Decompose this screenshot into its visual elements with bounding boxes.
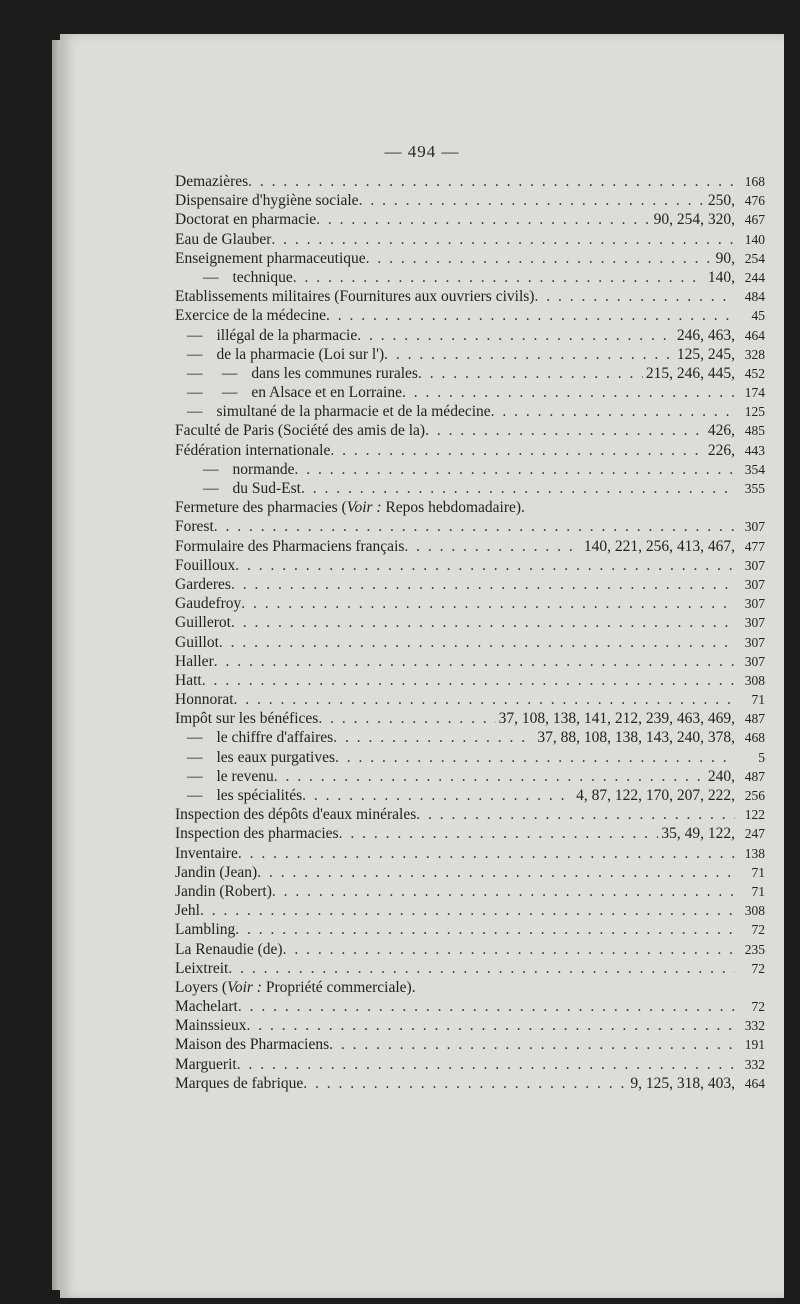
entry-lead	[175, 671, 735, 690]
index-entry	[175, 690, 765, 709]
entry-lead	[175, 940, 735, 959]
dot-leader	[404, 537, 580, 556]
dot-leader	[214, 652, 735, 671]
entry-last-page: 307	[744, 634, 765, 650]
entry-page-refs: 37, 108, 138, 141, 212, 239, 463, 469,	[498, 710, 735, 728]
entry-term: Inspection des pharmacies	[175, 825, 339, 843]
entry-lead	[175, 306, 735, 325]
page-number: — 494 —	[384, 142, 460, 161]
entry-lead	[175, 901, 735, 920]
dot-leader	[534, 287, 735, 306]
entry-lead	[175, 383, 735, 402]
index-entries	[175, 172, 765, 1093]
dot-leader	[366, 249, 713, 268]
entry-term: technique	[232, 268, 293, 286]
entry-last-page: 307	[744, 557, 765, 573]
entry-term: Machelart	[175, 998, 238, 1016]
entry-see-also: Voir :	[346, 499, 382, 517]
entry-lead	[175, 748, 735, 767]
dot-leader	[219, 633, 735, 652]
dot-leader	[272, 882, 735, 901]
entry-term: Exercice de la médecine	[175, 307, 327, 325]
entry-dash: —	[187, 767, 203, 785]
entry-last-page: 140	[744, 231, 765, 247]
entry-last-page: 235	[744, 941, 765, 957]
dot-leader	[384, 345, 674, 364]
entry-lead	[175, 709, 735, 728]
entry-dash: —	[187, 729, 203, 747]
entry-lead	[175, 210, 735, 229]
entry-lead	[175, 633, 735, 652]
entry-term: Demazières	[175, 173, 249, 190]
entry-page-refs: 37, 88, 108, 138, 143, 240, 378,	[537, 729, 735, 747]
entry-last-page: 468	[744, 730, 765, 746]
index-entry	[175, 556, 765, 575]
index-entry	[175, 786, 765, 805]
index-entry	[175, 402, 765, 421]
entry-dash: —	[187, 787, 203, 804]
dot-leader	[418, 364, 643, 383]
entry-term: Mainssieux	[175, 1017, 247, 1035]
entry-page-refs: 250,	[707, 192, 735, 210]
dot-leader	[330, 441, 705, 460]
entry-lead	[175, 402, 735, 421]
entry-lead	[175, 575, 735, 594]
entry-last-page: 125	[744, 404, 765, 420]
entry-term: La Renaudie (de)	[175, 940, 283, 958]
entry-lead	[175, 882, 735, 901]
index-entry	[175, 517, 765, 536]
dot-leader	[402, 383, 735, 402]
entry-last-page: 72	[751, 999, 765, 1015]
dot-leader	[318, 709, 495, 728]
entry-lead	[175, 230, 735, 249]
entry-see-also-target: Repos hebdomadaire).	[381, 499, 525, 517]
entry-last-page: 307	[744, 653, 765, 669]
entry-last-page: 244	[744, 269, 765, 285]
entry-term: les eaux purgatives	[216, 748, 336, 766]
entry-lead	[175, 1016, 735, 1035]
index-entry	[175, 210, 765, 229]
index-entry	[175, 575, 765, 594]
entry-last-page: 72	[751, 922, 765, 938]
entry-lead	[175, 441, 735, 460]
entry-term: Maison des Pharmaciens	[175, 1036, 330, 1054]
dot-leader	[283, 940, 735, 959]
entry-term: Guillerot	[175, 614, 231, 632]
entry-last-page: 464	[744, 1075, 765, 1091]
entry-term: Garderes	[175, 575, 231, 593]
index-entry	[175, 364, 765, 383]
entry-lead	[175, 287, 735, 306]
dot-leader	[246, 1016, 735, 1035]
entry-lead	[175, 268, 735, 287]
index-entry	[175, 1035, 765, 1054]
entry-term: Inspection des dépôts d'eaux minérales	[175, 806, 417, 824]
entry-last-page: 308	[744, 672, 765, 688]
entry-term: Guillot	[175, 633, 219, 651]
entry-page-refs: 35, 49, 122,	[661, 825, 735, 843]
entry-term: Enseignement pharmaceutique	[175, 249, 366, 267]
entry-dash: —	[203, 268, 219, 286]
index-entry	[175, 421, 765, 440]
dot-leader	[339, 824, 659, 843]
entry-last-page: 477	[744, 538, 765, 554]
index-entry	[175, 230, 765, 249]
entry-last-page: 191	[744, 1037, 765, 1053]
entry-last-page: 45	[751, 308, 765, 324]
entry-lead	[175, 537, 735, 556]
entry-last-page: 464	[744, 327, 765, 343]
dot-leader	[235, 556, 735, 575]
entry-see-also: Voir :	[227, 978, 262, 996]
index-entry	[175, 652, 765, 671]
index-entry	[175, 767, 765, 786]
entry-term: Jandin (Robert)	[175, 882, 272, 900]
entry-term: Faculté de Paris (Société des amis de la)	[175, 422, 426, 440]
entry-last-page: 168	[744, 174, 765, 189]
entry-last-page: 452	[744, 365, 765, 381]
entry-last-page: 72	[751, 960, 765, 976]
index-entry	[175, 537, 765, 556]
dot-leader	[357, 326, 674, 345]
index-entry	[175, 383, 765, 402]
index-entry	[175, 671, 765, 690]
entry-term: Fouilloux	[175, 556, 236, 574]
entry-last-page: 254	[744, 250, 765, 266]
entry-last-page: 354	[744, 461, 765, 477]
entry-dash: — —	[187, 384, 238, 402]
dot-leader	[302, 786, 573, 805]
dot-leader	[248, 172, 735, 191]
entry-last-page: 484	[744, 289, 765, 305]
entry-lead	[175, 978, 735, 997]
entry-dash: —	[187, 345, 203, 363]
index-entry	[175, 633, 765, 652]
entry-last-page: 256	[744, 788, 765, 803]
entry-last-page: 138	[744, 845, 765, 861]
entry-term: Honnorat	[175, 691, 234, 709]
entry-lead	[175, 345, 735, 364]
entry-last-page: 307	[744, 519, 765, 535]
index-entry	[175, 863, 765, 882]
entry-last-page: 307	[744, 576, 765, 592]
entry-last-page: 487	[744, 711, 765, 727]
entry-lead	[175, 997, 735, 1016]
dot-leader	[303, 1074, 627, 1093]
entry-term: Haller	[175, 652, 214, 670]
index-entry	[175, 345, 765, 364]
entry-page-refs: 90,	[715, 249, 735, 267]
entry-term: Etablissements militaires (Fournitures aux ouvriers civils)	[175, 288, 535, 306]
entry-dash: —	[203, 460, 219, 478]
entry-term: les spécialités	[216, 787, 303, 804]
index-entry	[175, 191, 765, 210]
dot-leader	[333, 728, 534, 747]
entry-dash: —	[187, 748, 203, 766]
dot-leader	[271, 230, 735, 249]
index-entry	[175, 709, 765, 728]
index-entry	[175, 441, 765, 460]
entry-last-page: 443	[744, 442, 765, 458]
entry-lead	[175, 959, 735, 978]
index-entry	[175, 978, 765, 997]
index-entry	[175, 824, 765, 843]
index-entry	[175, 901, 765, 920]
dot-leader	[294, 460, 735, 479]
entry-term: de la pharmacie (Loi sur l')	[216, 345, 385, 363]
entry-term: Lambling	[175, 921, 236, 939]
dot-leader	[234, 690, 735, 709]
entry-page-refs: 9, 125, 318, 403,	[630, 1074, 735, 1092]
entry-last-page: 476	[744, 193, 765, 209]
entry-dash: —	[203, 480, 219, 497]
entry-last-page: 332	[744, 1018, 765, 1034]
entry-lead	[175, 844, 735, 863]
index-entry	[175, 613, 765, 632]
entry-term: dans les communes rurales	[251, 364, 418, 382]
index-entry	[175, 1074, 765, 1093]
index-entry	[175, 940, 765, 959]
entry-last-page: 122	[744, 807, 765, 823]
entry-page-refs: 90, 254, 320,	[653, 211, 735, 229]
dot-leader	[202, 671, 735, 690]
dot-leader	[329, 1035, 735, 1054]
dot-leader	[231, 613, 735, 632]
index-entry	[175, 959, 765, 978]
entry-lead	[175, 690, 735, 709]
entry-term: Dispensaire d'hygiène sociale	[175, 192, 359, 210]
entry-lead	[175, 824, 735, 843]
entry-page-refs: 140,	[707, 268, 735, 286]
entry-page-refs: 4, 87, 122, 170, 207, 222,	[576, 787, 735, 804]
entry-term: Doctorat en pharmacie	[175, 211, 317, 229]
entry-lead	[175, 172, 735, 191]
entry-last-page: 71	[751, 883, 765, 899]
dot-leader	[237, 1055, 735, 1074]
entry-lead	[175, 786, 735, 805]
index-entry	[175, 997, 765, 1016]
entry-lead	[175, 326, 735, 345]
entry-lead	[175, 594, 735, 613]
dot-leader	[238, 997, 735, 1016]
entry-last-page: 485	[744, 423, 765, 439]
dot-leader	[241, 594, 735, 613]
entry-last-page: 247	[744, 826, 765, 842]
index-entry	[175, 748, 765, 767]
dot-leader	[316, 210, 650, 229]
entry-lead	[175, 479, 735, 498]
index-entry	[175, 594, 765, 613]
entry-last-page: 174	[744, 385, 765, 401]
dot-leader	[274, 767, 705, 786]
index-entry	[175, 172, 765, 191]
entry-lead	[175, 767, 735, 786]
entry-term: Fermeture des pharmacies (	[175, 499, 347, 517]
entry-term: Jandin (Jean)	[175, 863, 258, 881]
entry-term: Inventaire	[175, 844, 238, 862]
dot-leader	[301, 479, 735, 498]
entry-page-refs: 246, 463,	[676, 326, 735, 344]
entry-last-page: 355	[744, 481, 765, 496]
entry-dash: —	[187, 403, 203, 421]
dot-leader	[238, 844, 735, 863]
entry-lead	[175, 517, 735, 536]
entry-lead	[175, 1035, 735, 1054]
index-entry	[175, 326, 765, 345]
index-entry	[175, 920, 765, 939]
index-entry	[175, 844, 765, 863]
entry-page-refs: 140, 221, 256, 413, 467,	[583, 537, 735, 555]
entry-term: normande	[232, 460, 295, 478]
entry-lead	[175, 191, 735, 210]
entry-term: Fédération internationale	[175, 441, 331, 459]
index-entry	[175, 249, 765, 268]
dot-leader	[293, 268, 705, 287]
entry-lead	[175, 805, 735, 824]
entry-last-page: 308	[744, 903, 765, 919]
index-entry	[175, 805, 765, 824]
dot-leader	[425, 421, 705, 440]
entry-last-page: 307	[744, 596, 765, 612]
dot-leader	[416, 805, 735, 824]
entry-term: Loyers (	[175, 978, 228, 996]
index-entry	[175, 287, 765, 306]
entry-last-page: 328	[744, 346, 765, 362]
entry-lead	[175, 556, 735, 575]
index-entry	[175, 1016, 765, 1035]
entry-term: Hatt	[175, 671, 202, 689]
entry-lead	[175, 652, 735, 671]
entry-lead	[175, 1074, 735, 1093]
entry-term: en Alsace et en Lorraine	[251, 384, 402, 402]
entry-term: Marques de fabrique	[175, 1074, 304, 1092]
entry-see-also-target: Propriété commerciale).	[261, 978, 416, 996]
entry-page-refs: 226,	[707, 441, 735, 459]
entry-term: le chiffre d'affaires	[216, 729, 334, 747]
entry-term: Forest	[175, 518, 214, 536]
entry-term: Impôt sur les bénéfices	[175, 710, 319, 728]
index-entry	[175, 728, 765, 747]
entry-lead	[175, 1055, 735, 1074]
index-entry	[175, 479, 765, 498]
dot-leader	[228, 959, 735, 978]
entry-lead	[175, 613, 735, 632]
entry-term: illégal de la pharmacie	[216, 326, 358, 344]
dot-leader	[235, 920, 735, 939]
dot-leader	[231, 575, 735, 594]
dot-leader	[214, 517, 735, 536]
entry-lead	[175, 421, 735, 440]
dot-leader	[326, 306, 735, 325]
entry-last-page: 307	[744, 615, 765, 631]
entry-last-page: 5	[758, 749, 765, 765]
index-entry	[175, 460, 765, 479]
entry-lead	[175, 249, 735, 268]
entry-dash: — —	[187, 364, 238, 382]
entry-page-refs: 215, 246, 445,	[645, 364, 735, 382]
index-entry	[175, 306, 765, 325]
entry-lead	[175, 460, 735, 479]
entry-page-refs: 125, 245,	[676, 345, 735, 363]
entry-lead	[175, 364, 735, 383]
entry-term: du Sud-Est	[232, 480, 301, 497]
entry-term: Leixtreit	[175, 959, 229, 977]
entry-term: Gaudefroy	[175, 595, 242, 613]
entry-last-page: 487	[744, 768, 765, 784]
index-entry	[175, 882, 765, 901]
entry-term: Marguerit	[175, 1055, 237, 1073]
entry-term: Eau de Glauber	[175, 230, 272, 248]
entry-last-page: 71	[751, 692, 765, 708]
dot-leader	[200, 901, 735, 920]
entry-term: simultané de la pharmacie et de la médecine	[216, 403, 491, 421]
entry-lead	[175, 863, 735, 882]
entry-lead	[175, 498, 735, 517]
entry-last-page: 71	[751, 864, 765, 880]
entry-lead	[175, 920, 735, 939]
entry-last-page: 332	[744, 1056, 765, 1072]
entry-page-refs: 240,	[707, 767, 735, 785]
entry-term: Jehl	[175, 902, 200, 920]
entry-term: Formulaire des Pharmaciens français	[175, 537, 405, 555]
entry-last-page: 467	[744, 212, 765, 228]
entry-dash: —	[187, 326, 203, 344]
entry-term: le revenu	[216, 767, 274, 785]
dot-leader	[257, 863, 735, 882]
index-entry	[175, 498, 765, 517]
index-entry	[175, 1055, 765, 1074]
dot-leader	[359, 191, 705, 210]
entry-page-refs: 426,	[707, 422, 735, 440]
dot-leader	[491, 402, 735, 421]
entry-lead	[175, 728, 735, 747]
dot-leader	[335, 748, 735, 767]
index-entry	[175, 268, 765, 287]
